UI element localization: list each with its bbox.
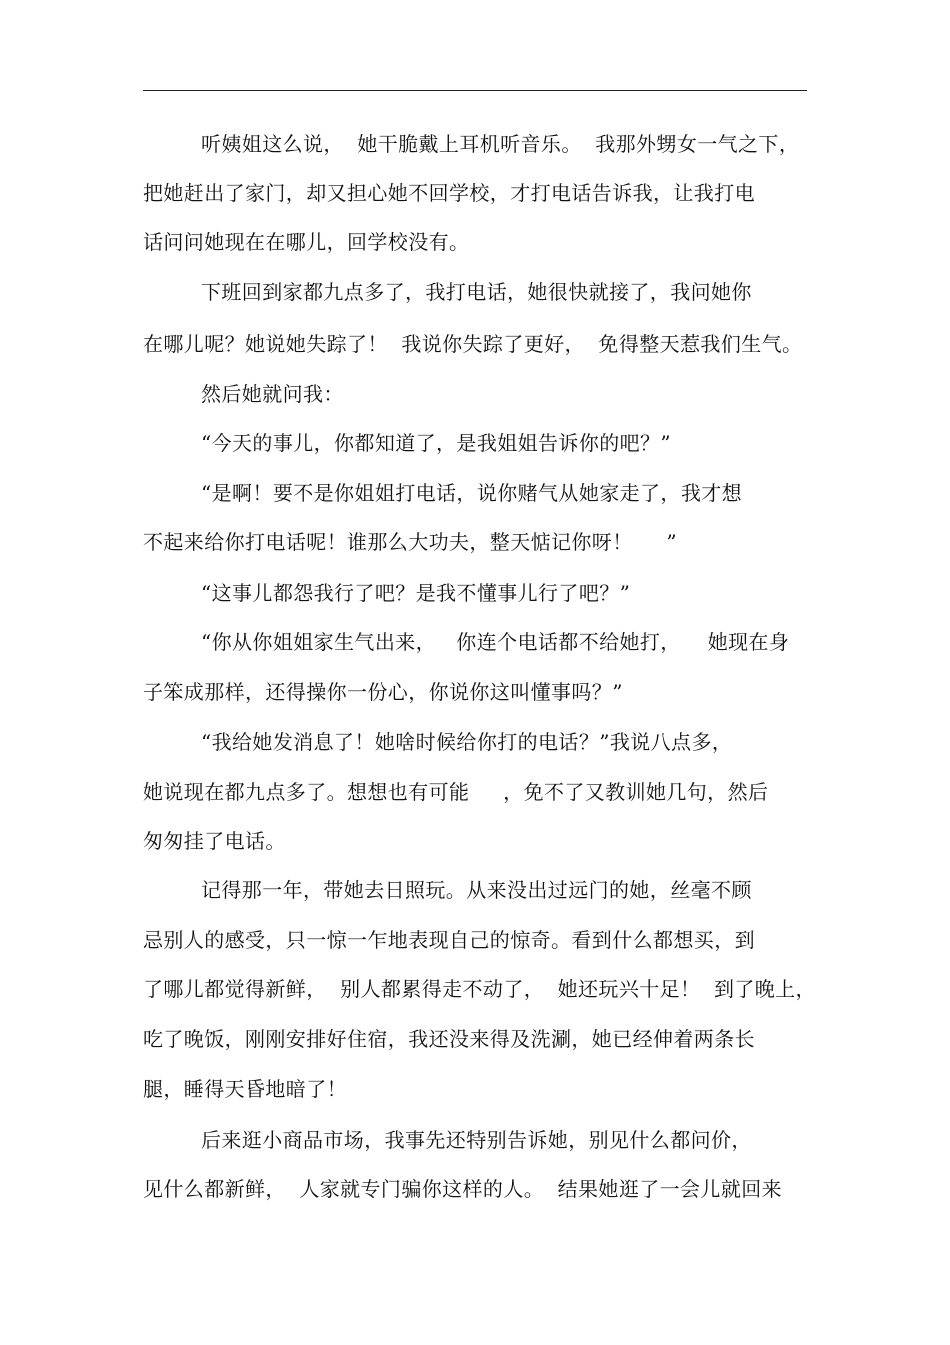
text-line: 忌别人的感受，只一惊一乍地表现自己的惊奇。看到什么都想买，到 xyxy=(143,928,755,952)
text-line: 腿，睡得天昏地暗了！ xyxy=(143,1077,347,1101)
text-line: 了哪儿都觉得新鲜， 别人都累得走不动了， 她还玩兴十足！ 到了晚上， xyxy=(143,977,816,1001)
text-line: “这事儿都怨我行了吧？是我不懂事儿行了吧？” xyxy=(201,581,631,605)
text-line: “你从你姐姐家生气出来， 你连个电话都不给她打， 她现在身 xyxy=(201,630,790,654)
text-line: 不起来给你打电话呢！谁那么大功夫，整天惦记你呀！ ” xyxy=(143,530,678,554)
text-line: 话问问她现在在哪儿，回学校没有。 xyxy=(143,230,470,254)
text-line: 子笨成那样，还得操你一份心，你说你这叫懂事吗？” xyxy=(143,680,623,704)
text-line: “是啊！要不是你姐姐打电话，说你赌气从她家走了，我才想 xyxy=(201,481,743,505)
text-line: 见什么都新鲜， 人家就专门骗你这样的人。 结果她逛了一会儿就回来 xyxy=(143,1177,783,1201)
text-line: 听姨姐这么说， 她干脆戴上耳机听音乐。 我那外甥女一气之下， xyxy=(201,132,800,156)
text-line: 下班回到家都九点多了，我打电话，她很快就接了，我问她你 xyxy=(201,280,752,304)
header-rule xyxy=(143,90,807,91)
text-line: 在哪儿呢？她说她失踪了！ 我说你失踪了更好， 免得整天惹我们生气。 xyxy=(143,332,803,356)
text-line: 匆匆挂了电话。 xyxy=(143,829,286,853)
text-line: 记得那一年，带她去日照玩。从来没出过远门的她，丝毫不顾 xyxy=(201,878,752,902)
text-line: “今天的事儿，你都知道了，是我姐姐告诉你的吧？” xyxy=(201,431,672,455)
text-line: 把她赶出了家门，却又担心她不回学校，才打电话告诉我，让我打电 xyxy=(143,181,755,205)
text-line: “我给她发消息了！她啥时候给你打的电话？”我说八点多， xyxy=(201,730,733,754)
text-line: 然后她就问我： xyxy=(201,382,344,406)
text-line: 吃了晚饭，刚刚安排好住宿，我还没来得及洗涮，她已经伸着两条长 xyxy=(143,1027,755,1051)
text-line: 她说现在都九点多了。想想也有可能 ，免不了又教训她几句，然后 xyxy=(143,780,769,804)
text-line: 后来逛小商品市场，我事先还特别告诉她，别见什么都问价， xyxy=(201,1128,752,1152)
